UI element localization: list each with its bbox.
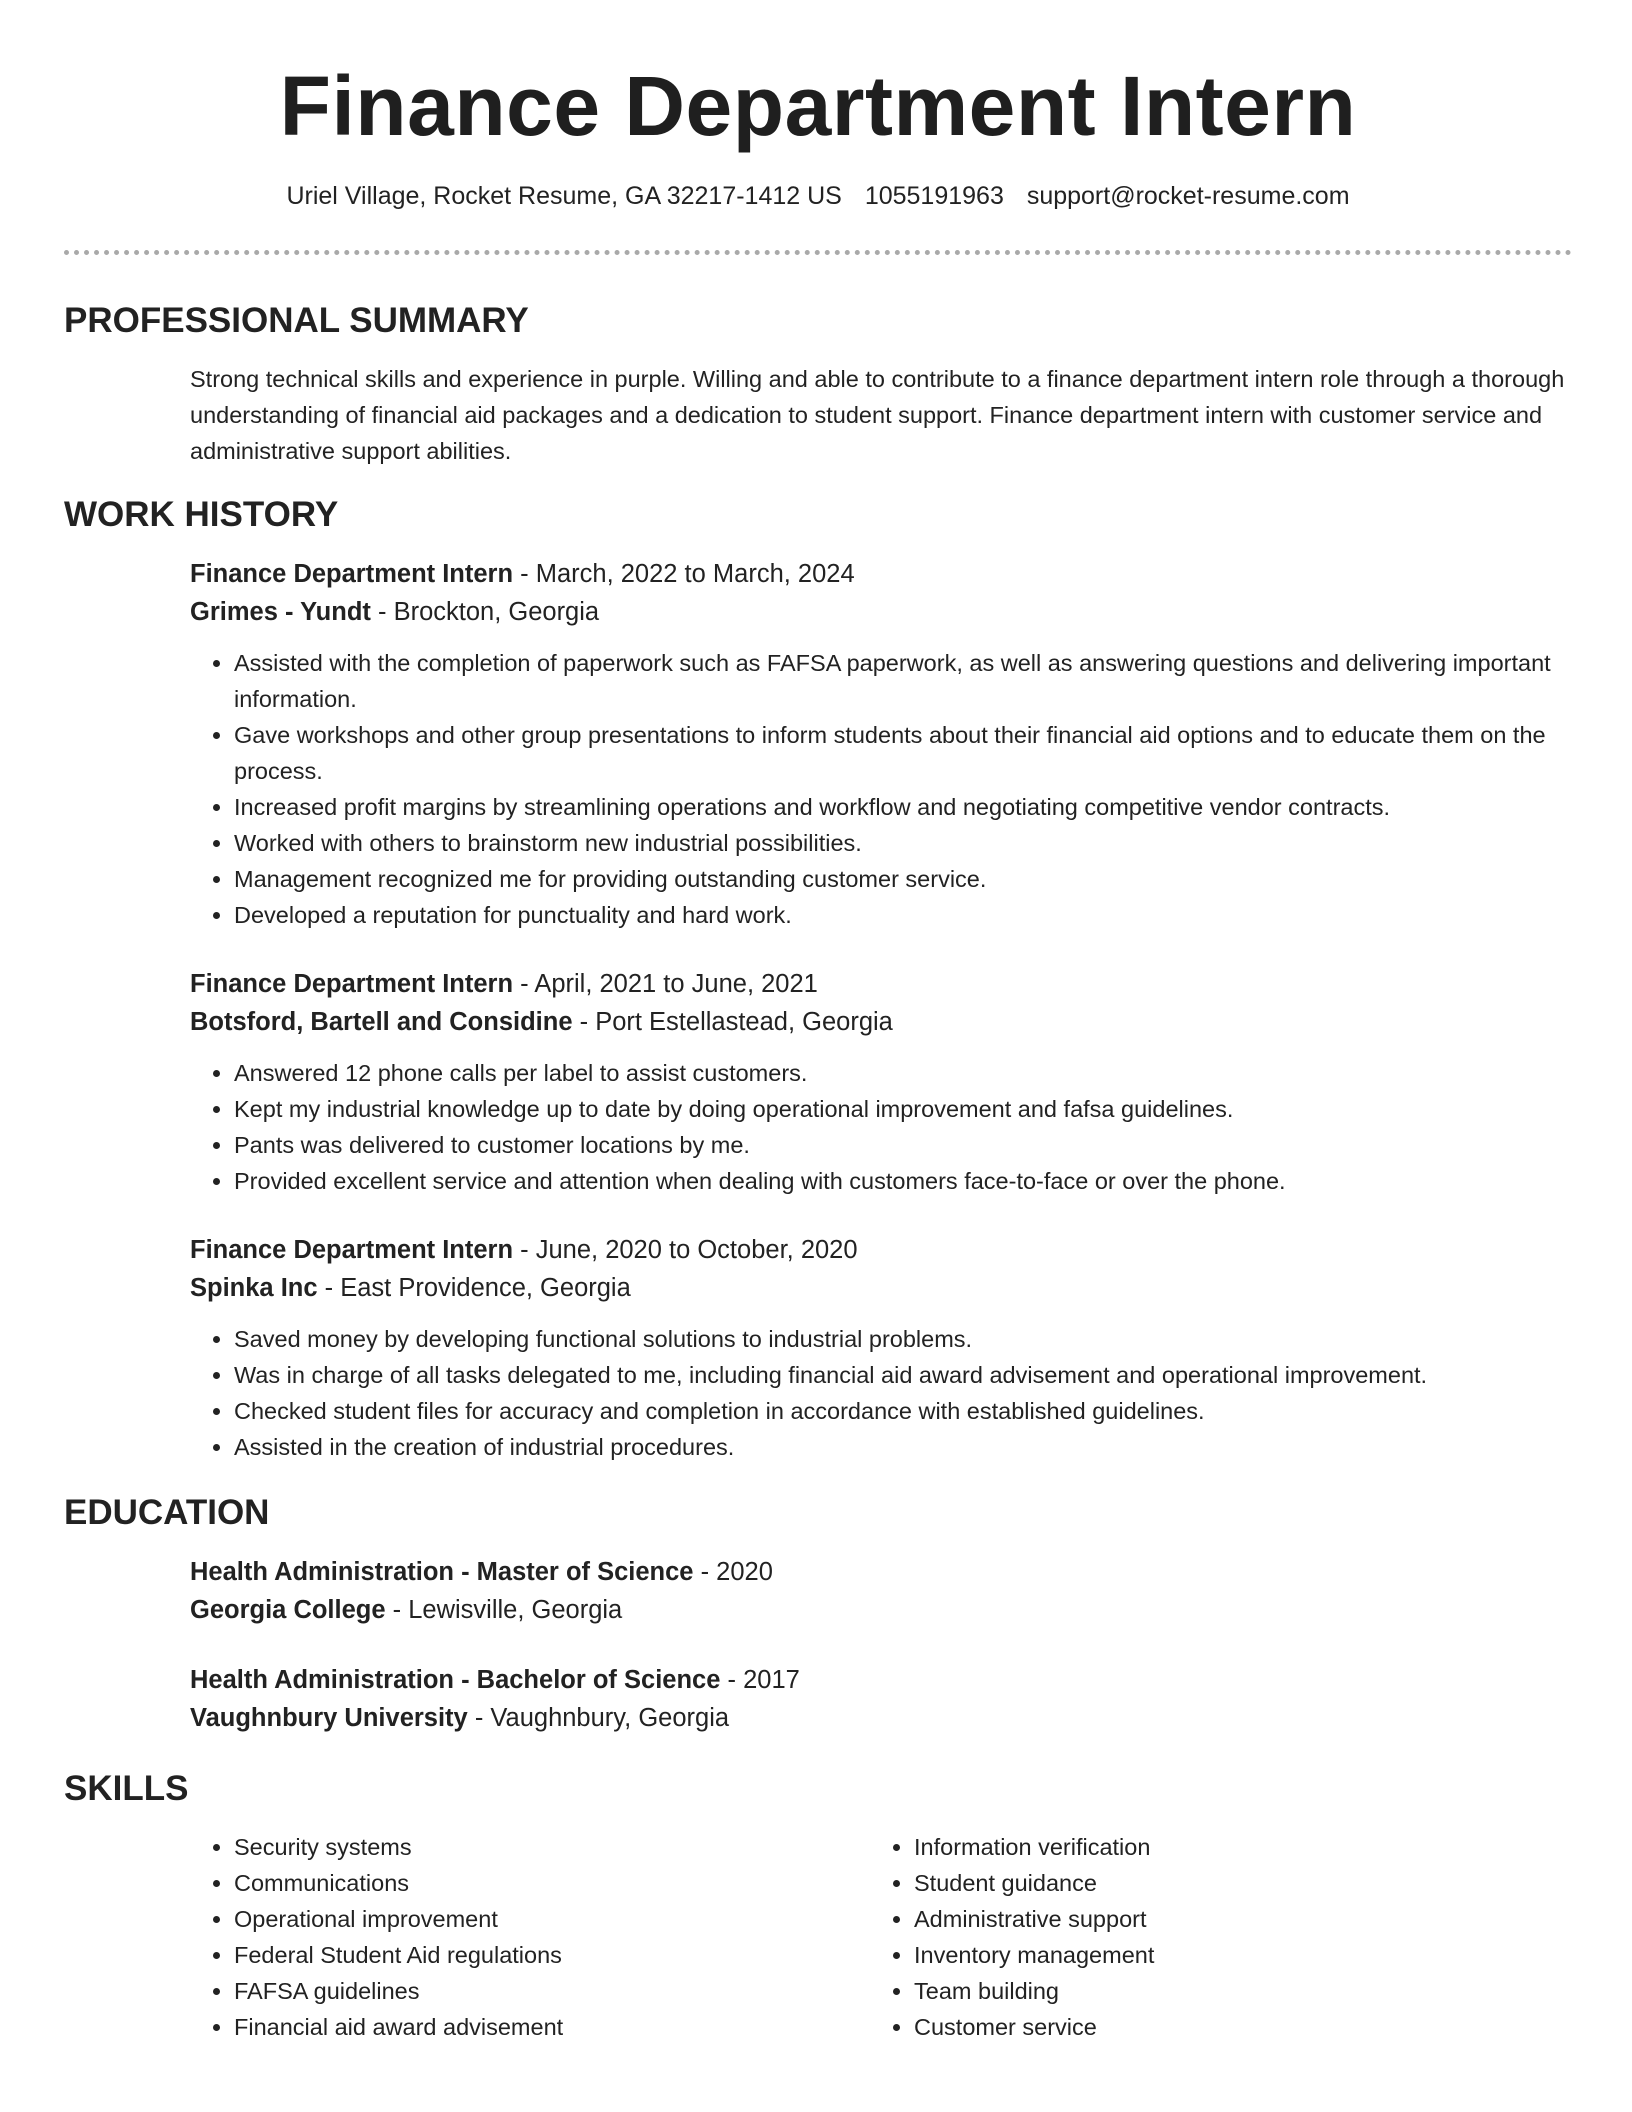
school-name: Vaughnbury University: [190, 1704, 468, 1732]
skill-item: • Team building: [914, 1973, 1554, 2009]
degree-year: - 2020: [693, 1558, 773, 1586]
skills-list: [190, 1829, 1572, 2045]
job-dates: - June, 2020 to October, 2020: [513, 1236, 858, 1264]
list-item: • Developed a reputation for punctuality and hard work.: [234, 897, 1572, 933]
skill-item: • Federal Student Aid regulations: [234, 1937, 870, 1973]
school-location: - Vaughnbury, Georgia: [467, 1704, 730, 1732]
contact-address: Uriel Village, Rocket Resume, GA 32217-1412 US: [286, 182, 842, 210]
contact-phone: 1055191963: [864, 182, 1004, 210]
list-item: • Provided excellent service and attention when dealing with customers face-to-face or over the phone.: [234, 1163, 1572, 1199]
job-role: Finance Department Intern: [190, 970, 514, 998]
work-history-heading: WORK HISTORY: [64, 495, 339, 534]
resume-page: [64, 0, 1572, 2045]
list-item: • Was in charge of all tasks delegated to me, including financial aid award advisement and operational improvement.: [234, 1357, 1572, 1393]
candidate-name: Finance Department Intern: [279, 59, 1357, 153]
skill-item: • Communications: [234, 1865, 870, 1901]
degree-line: [190, 1553, 1572, 1591]
job-company: Spinka Inc: [190, 1274, 318, 1302]
summary-text: Strong technical skills and experience in purple. Willing and able to contribute to a finance department intern role through a thorough understanding of financial aid packages and a dedication to student support. Finance department intern with customer service and administrative support abilities.: [190, 366, 1565, 464]
list-item: • Assisted with the completion of paperwork such as FAFSA paperwork, as well as answering questions and delivering important information.: [234, 645, 1572, 717]
school-line: [190, 1591, 1572, 1629]
job-location: - Port Estellastead, Georgia: [572, 1008, 893, 1036]
job-bullets: [190, 645, 1572, 933]
job-title-line: [190, 555, 1572, 593]
job-entry: [190, 965, 1572, 1041]
skill-item: • Financial aid award advisement: [234, 2009, 870, 2045]
job-company-line: [190, 1003, 1572, 1041]
job-title-line: [190, 1231, 1572, 1269]
skills-column-left: [190, 1829, 870, 2045]
education-entry: [190, 1661, 1572, 1737]
list-item: • Management recognized me for providing outstanding customer service.: [234, 861, 1572, 897]
job-bullets: [190, 1055, 1572, 1199]
job-company-line: [190, 1269, 1572, 1307]
skill-item: • Security systems: [234, 1829, 870, 1865]
degree-name: Health Administration - Master of Science: [190, 1558, 694, 1586]
list-item: • Kept my industrial knowledge up to date by doing operational improvement and fafsa guidelines.: [234, 1091, 1572, 1127]
education-entry: [190, 1553, 1572, 1629]
job-location: - Brockton, Georgia: [370, 598, 600, 626]
job-company: Botsford, Bartell and Considine: [190, 1008, 573, 1036]
skills-column-right: [870, 1829, 1554, 2045]
skill-item: • Information verification: [914, 1829, 1554, 1865]
skill-item: • FAFSA guidelines: [234, 1973, 870, 2009]
job-company-line: [190, 593, 1572, 631]
summary-heading: PROFESSIONAL SUMMARY: [64, 301, 529, 340]
degree-line: [190, 1661, 1572, 1699]
list-item: • Checked student files for accuracy and completion in accordance with established guidelines.: [234, 1393, 1572, 1429]
school-name: Georgia College: [190, 1596, 386, 1624]
school-line: [190, 1699, 1572, 1737]
list-item: • Answered 12 phone calls per label to assist customers.: [234, 1055, 1572, 1091]
degree-year: - 2017: [720, 1666, 800, 1694]
skills-heading: SKILLS: [64, 1769, 189, 1808]
job-company: Grimes - Yundt: [190, 598, 371, 626]
job-role: Finance Department Intern: [190, 560, 514, 588]
skill-item: • Customer service: [914, 2009, 1554, 2045]
list-item: • Saved money by developing functional solutions to industrial problems.: [234, 1321, 1572, 1357]
job-entry: [190, 1231, 1572, 1307]
education-heading: EDUCATION: [64, 1493, 270, 1532]
list-item: • Assisted in the creation of industrial procedures.: [234, 1429, 1572, 1465]
job-entry: [190, 555, 1572, 631]
contact-line: [64, 180, 1572, 212]
skill-item: • Administrative support: [914, 1901, 1554, 1937]
skill-item: • Student guidance: [914, 1865, 1554, 1901]
contact-email: support@rocket-resume.com: [1026, 182, 1350, 210]
job-location: - East Providence, Georgia: [317, 1274, 631, 1302]
school-location: - Lewisville, Georgia: [385, 1596, 623, 1624]
list-item: • Gave workshops and other group presentations to inform students about their financial aid options and to educate them on the process.: [234, 717, 1572, 789]
header-divider: [64, 250, 1572, 255]
job-title-line: [190, 965, 1572, 1003]
skill-item: • Inventory management: [914, 1937, 1554, 1973]
job-bullets: [190, 1321, 1572, 1465]
list-item: • Increased profit margins by streamlining operations and workflow and negotiating competitive vendor contracts.: [234, 789, 1572, 825]
list-item: • Worked with others to brainstorm new industrial possibilities.: [234, 825, 1572, 861]
job-dates: - March, 2022 to March, 2024: [513, 560, 855, 588]
skill-item: • Operational improvement: [234, 1901, 870, 1937]
job-role: Finance Department Intern: [190, 1236, 514, 1264]
job-dates: - April, 2021 to June, 2021: [513, 970, 818, 998]
list-item: • Pants was delivered to customer locations by me.: [234, 1127, 1572, 1163]
degree-name: Health Administration - Bachelor of Science: [190, 1666, 721, 1694]
